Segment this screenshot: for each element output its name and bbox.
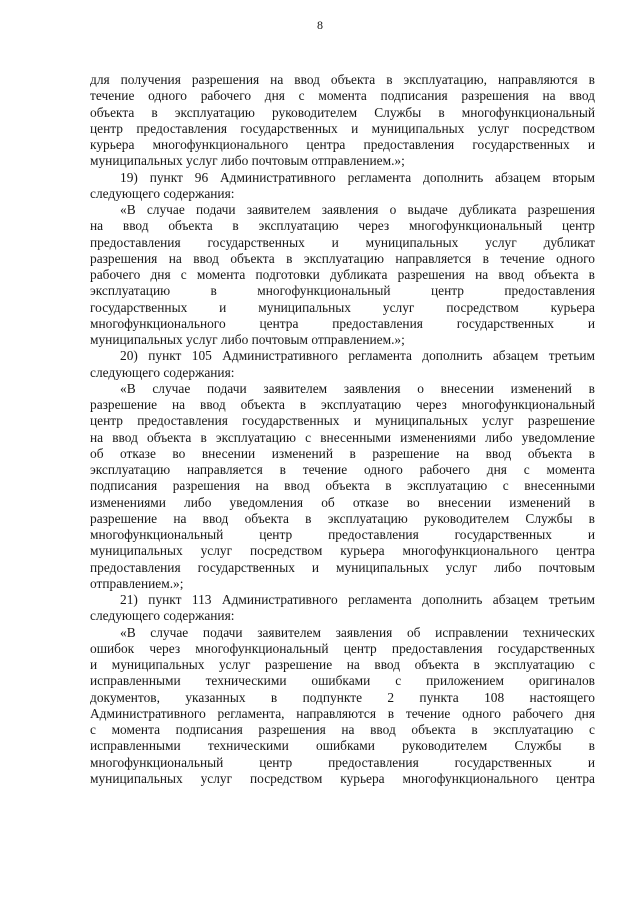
text-line: исправленными техническими ошибками с приложением оригиналов	[90, 673, 595, 689]
text-line: ошибок через многофункциональный центр предоставления государственных	[90, 640, 595, 656]
text-line: течение одного рабочего дня с момента подписания разрешения на ввод	[90, 88, 595, 104]
text-line: следующего содержания:	[90, 185, 235, 201]
text-line: государственных и муниципальных услуг посредством курьера	[90, 299, 595, 315]
page-number: 8	[317, 18, 323, 32]
text-line: муниципальных услуг либо почтовым отправлением.»;	[90, 153, 405, 169]
text-line: 19) пункт 96 Административного регламента дополнить абзацем вторым	[120, 169, 595, 185]
text-line: отправлением.»;	[90, 575, 184, 591]
text-line: с момента подписания разрешения на ввод объекта в эксплуатацию с	[90, 722, 595, 737]
text-line: следующего содержания:	[90, 364, 235, 380]
text-line: муниципальных услуг либо почтовым отправлением.»;	[90, 332, 405, 347]
text-line: и муниципальных услуг разрешение на ввод объекта в эксплуатацию с	[90, 657, 595, 672]
text-line: разрешения на ввод объекта в эксплуатацию направляется в течение одного	[90, 250, 595, 266]
text-line: рабочего дня с момента подготовки дубликата разрешения на ввод объекта в	[90, 267, 595, 282]
text-line: предоставления государственных и муниципальных услуг либо почтовым	[90, 559, 595, 575]
text-line: на ввод объекта в эксплуатацию с внесенными изменениями либо уведомление	[90, 429, 595, 445]
text-line: 20) пункт 105 Административного регламента дополнить абзацем третьим	[120, 348, 595, 364]
text-line: подписания разрешения на ввод объекта в эксплуатацию с внесенными	[90, 478, 595, 494]
text-line: следующего содержания:	[90, 608, 235, 624]
text-line: муниципальных услуг посредством курьера многофункционального центра	[90, 543, 595, 559]
text-line: центр предоставления государственных и муниципальных услуг разрешение	[90, 413, 595, 429]
text-line: муниципальных услуг посредством курьера многофункционального центра	[90, 770, 595, 786]
text-line: эксплуатацию в многофункциональный центр предоставления	[90, 283, 595, 299]
text-line: объекта в эксплуатацию руководителем Службы в многофункциональный	[90, 104, 595, 120]
text-line: многофункциональный центр предоставления государственных и	[90, 527, 595, 542]
text-line: на ввод объекта в эксплуатацию через многофункциональный центр	[90, 218, 595, 234]
text-line: для получения разрешения на ввод объекта в эксплуатацию, направляются в	[90, 72, 595, 87]
text-line: об отказе во внесении изменений в разрешение на ввод объекта в	[90, 445, 595, 461]
text-line: разрешение на ввод объекта в эксплуатацию через многофункциональный	[90, 397, 595, 412]
text-line: 21) пункт 113 Административного регламента дополнить абзацем третьим	[120, 592, 595, 607]
body-text	[90, 72, 595, 787]
text-line: предоставления государственных и муниципальных услуг дубликат	[90, 234, 595, 250]
text-line: изменениями либо уведомления об отказе во внесении изменений в	[90, 494, 595, 510]
text-line: эксплуатацию направляется в течение одного рабочего дня с момента	[90, 462, 595, 477]
text-line: «В случае подачи заявителем заявления об исправлении технических	[120, 624, 595, 640]
text-line: многофункционального центра предоставления государственных и	[90, 315, 595, 331]
text-line: многофункциональный центр предоставления государственных и	[90, 754, 595, 770]
text-line: документов, указанных в подпункте 2 пункта 108 настоящего	[90, 689, 595, 705]
text-line: курьера многофункционального центра предоставления государственных и	[90, 137, 595, 152]
text-line: исправленными техническими ошибками руководителем Службы в	[90, 738, 595, 754]
text-line: разрешение на ввод объекта в эксплуатацию руководителем Службы в	[90, 510, 595, 526]
text-line: «В случае подачи заявителем заявления о выдаче дубликата разрешения	[120, 202, 595, 217]
text-line: «В случае подачи заявителем заявления о внесении изменений в	[120, 380, 595, 396]
text-line: Административного регламента, направляются в течение одного рабочего дня	[90, 705, 595, 721]
text-line: центр предоставления государственных и муниципальных услуг посредством	[90, 120, 595, 136]
